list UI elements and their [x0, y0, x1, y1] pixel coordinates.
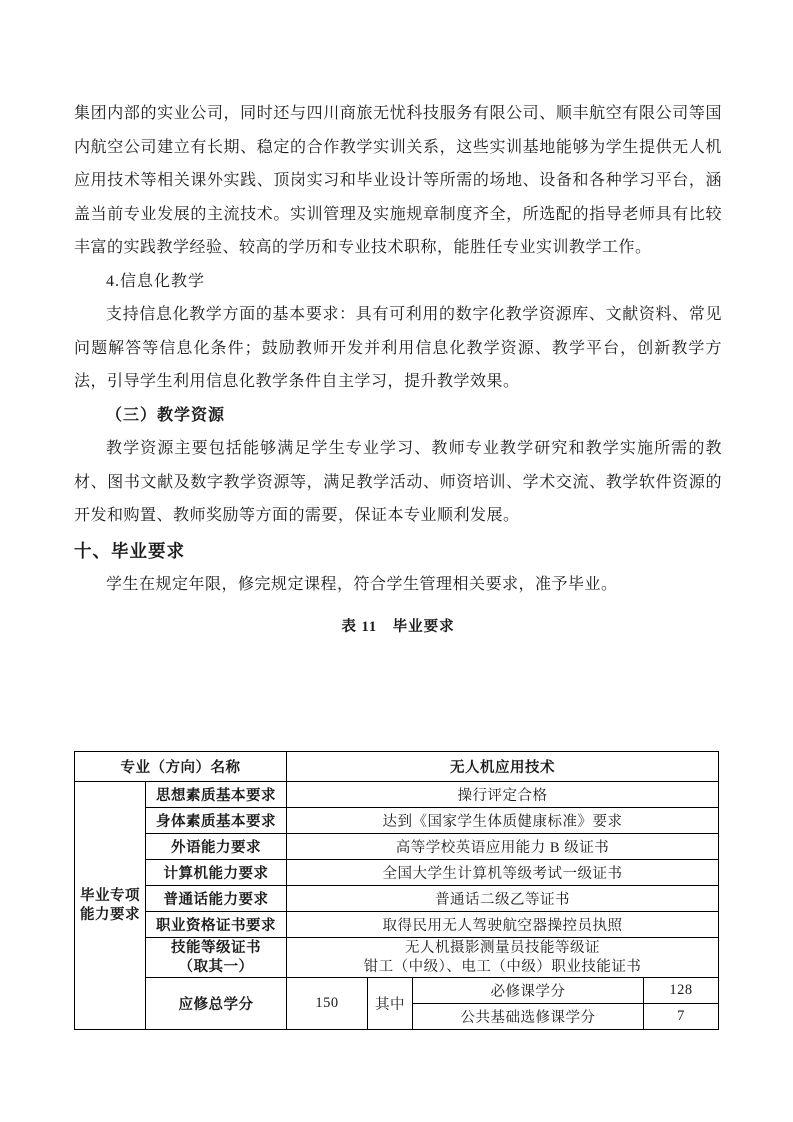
table-row	[75, 860, 719, 886]
skill-value-line1: 无人机摄影测量员技能等级证	[405, 939, 600, 956]
graduation-requirements-table	[74, 751, 719, 1030]
cell-among-label: 其中	[368, 978, 413, 1030]
cell-requirement-value: 取得民用无人驾驶航空器操控员执照	[287, 912, 719, 938]
skill-label-line2: （取其一）	[178, 958, 254, 975]
cell-requirement-label: 身体素质基本要求	[146, 808, 287, 834]
cell-requirement-label: 外语能力要求	[146, 834, 287, 860]
table-row	[75, 808, 719, 834]
cell-total-credits-label: 应修总学分	[146, 978, 287, 1030]
document-body	[74, 97, 722, 637]
table-row	[75, 912, 719, 938]
cell-requirement-value: 全国大学生计算机等级考试一级证书	[287, 860, 719, 886]
paragraph-training-bases: 集团内部的实业公司，同时还与四川商旅无忧科技服务有限公司、顺丰航空有限公司等国内航空公司建立有长期、稳定的合作教学实训关系，这些实训基地能够为学生提供无人机应用技术等相关课外实践、顶岗实习和毕业设计等所需的场地、设备和各种学习平台，涵盖当前专业发展的主流技术。实训管理及实施规章制度齐全，所选配的指导老师具有比较丰富的实践教学经验、较高的学历和专业技术职称，能胜任专业实训教学工作。	[74, 105, 722, 256]
cell-requirement-value: 操行评定合格	[287, 782, 719, 808]
group-label-line1: 毕业专项	[80, 887, 140, 904]
chapter-heading-graduation-requirements: 十、毕业要求	[74, 540, 185, 561]
table-header-row	[75, 752, 719, 782]
cell-skill-certificate-label	[146, 938, 287, 978]
cell-required-credits-label: 必修课学分	[413, 978, 644, 1004]
cell-skill-certificate-value	[287, 938, 719, 978]
cell-requirement-label: 普通话能力要求	[146, 886, 287, 912]
table-row	[75, 886, 719, 912]
paragraph-teaching-resources: 教学资源主要包括能够满足学生专业学习、教师专业教学研究和教学实施所需的教材、图书文献及数字教学资源等，满足教学活动、师资培训、学术交流、教学软件资源的开发和购置、教师奖励等方面的需要，保证本专业顺利发展。	[74, 440, 722, 524]
cell-major-name-label: 专业（方向）名称	[75, 752, 287, 782]
cell-group-label	[75, 782, 146, 1030]
skill-value-line2: 钳工（中级）、电工（中级）职业技能证书	[363, 958, 642, 975]
table-row-total-credits	[75, 978, 719, 1004]
group-label-line2: 能力要求	[80, 906, 140, 923]
cell-requirement-value: 达到《国家学生体质健康标准》要求	[287, 808, 719, 834]
section-heading-teaching-resources: （三）教学资源	[106, 406, 226, 424]
table-row-skill-certificate	[75, 938, 719, 978]
cell-required-credits-value: 128	[644, 978, 719, 1004]
cell-requirement-label: 思想素质基本要求	[146, 782, 287, 808]
subsection-heading-informatization-teaching: 4.信息化教学	[106, 272, 206, 290]
cell-elective-credits-label: 公共基础选修课学分	[413, 1004, 644, 1030]
skill-label-line1: 技能等级证书	[171, 939, 261, 956]
table-row	[75, 834, 719, 860]
cell-requirement-label: 计算机能力要求	[146, 860, 287, 886]
paragraph-informatization-teaching: 支持信息化教学方面的基本要求：具有可利用的数字化教学资源库、文献资料、常见问题解答等信息化条件；鼓励教师开发并利用信息化教学资源、教学平台，创新教学方法，引导学生利用信息化教学条件自主学习，提升教学效果。	[74, 306, 722, 390]
paragraph-graduation-statement: 学生在规定年限，修完规定课程，符合学生管理相关要求，准予毕业。	[106, 575, 618, 593]
table-row	[75, 782, 719, 808]
cell-total-credits-value: 150	[287, 978, 368, 1030]
cell-major-name-value: 无人机应用技术	[287, 752, 719, 782]
cell-elective-credits-value: 7	[644, 1004, 719, 1030]
table-caption: 表 11 毕业要求	[341, 619, 455, 635]
cell-requirement-value: 普通话二级乙等证书	[287, 886, 719, 912]
cell-requirement-value: 高等学校英语应用能力 B 级证书	[287, 834, 719, 860]
cell-requirement-label: 职业资格证书要求	[146, 912, 287, 938]
